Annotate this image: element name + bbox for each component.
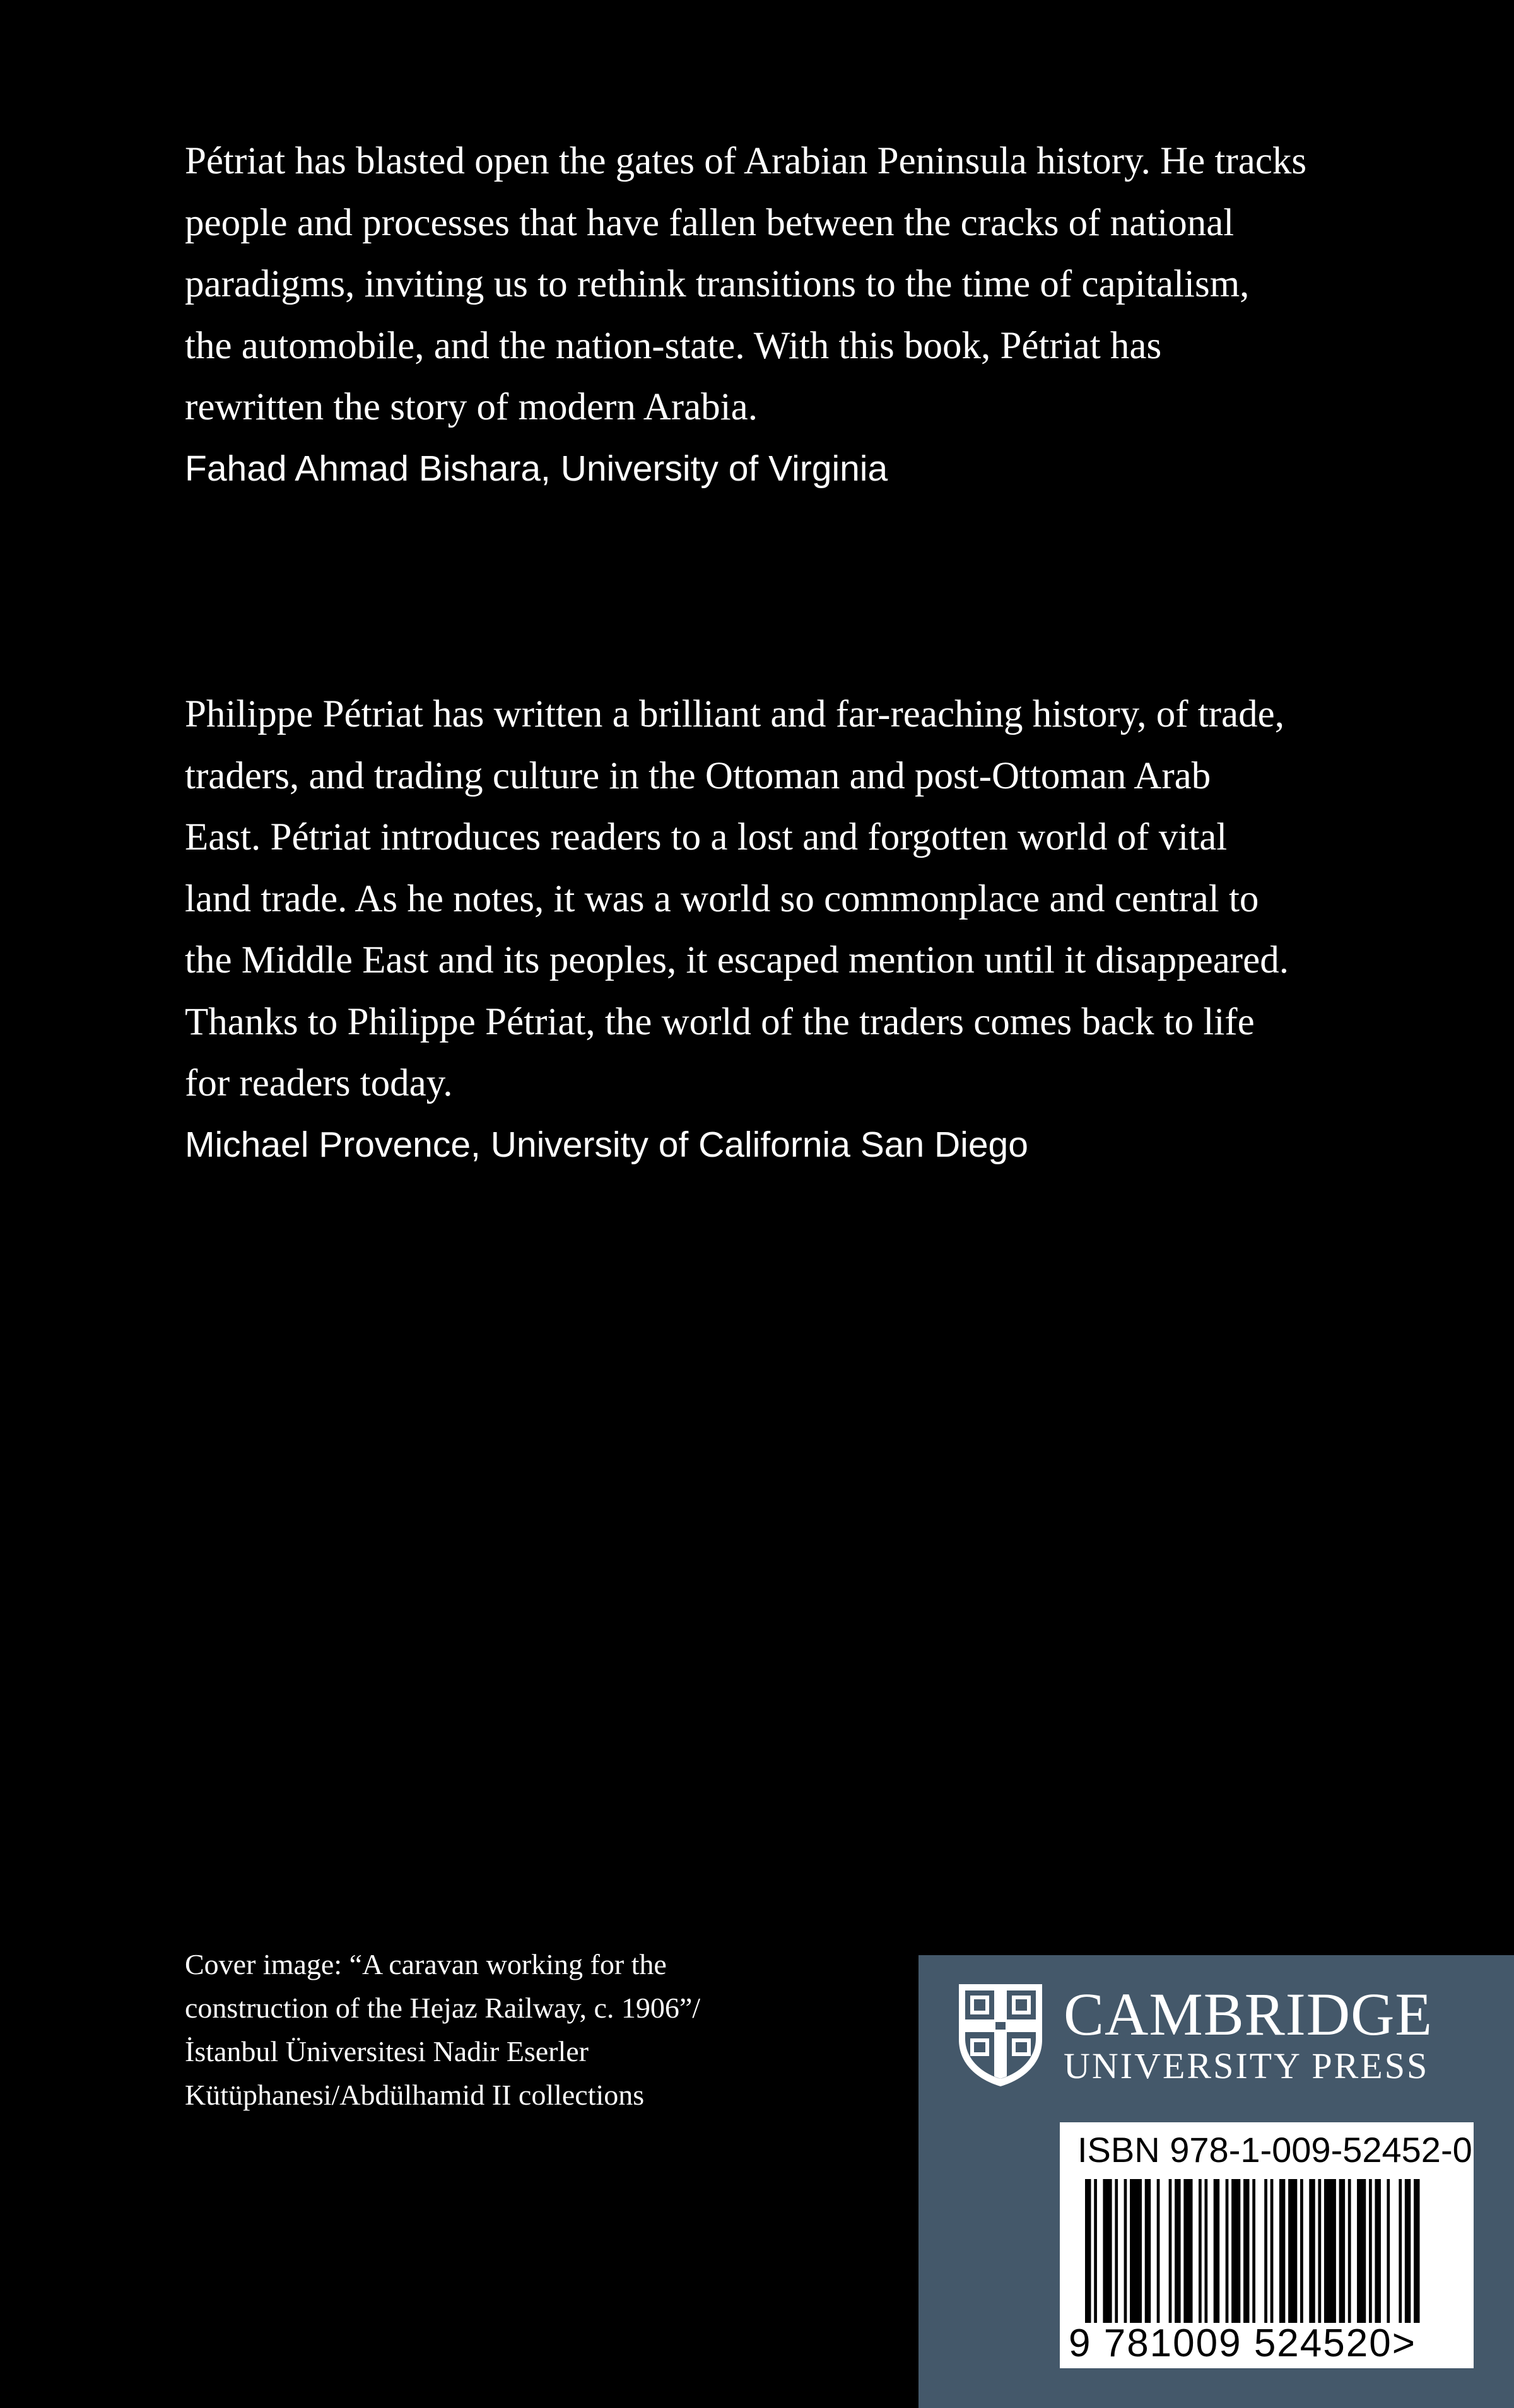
barcode-bar: [1124, 2179, 1127, 2323]
barcode-bar: [1115, 2179, 1118, 2323]
barcode-bar: [1318, 2179, 1321, 2323]
barcode-bar: [1231, 2179, 1240, 2323]
barcode-bar: [1226, 2179, 1229, 2323]
credit-line: İstanbul Üniversitesi Nadir Eserler: [185, 2035, 589, 2067]
barcode-bar: [1243, 2179, 1249, 2323]
barcode-bar: [1414, 2179, 1419, 2323]
endorsement-line: traders, and trading culture in the Ottoman and post-Ottoman Arab: [185, 754, 1211, 797]
barcode-bar: [1324, 2179, 1336, 2323]
credit-line: construction of the Hejaz Railway, c. 1906”/: [185, 1992, 701, 2024]
barcode-bar: [1309, 2179, 1315, 2323]
isbn-digits: [1069, 2323, 1416, 2364]
barcode-bar: [1270, 2179, 1274, 2323]
endorsement-line: people and processes that have fallen between the cracks of national: [185, 201, 1235, 244]
endorsement-line: the automobile, and the nation-state. With this book, Pétriat has: [185, 324, 1162, 367]
publisher-panel: [918, 1955, 1514, 2408]
barcode-bar: [1369, 2179, 1372, 2323]
barcode-bar: [1130, 2179, 1142, 2323]
cambridge-crest-icon: [956, 1982, 1045, 2088]
isbn-label: ISBN 978-1-009-52452-0: [1077, 2130, 1472, 2170]
endorsement-line: Philippe Pétriat has written a brilliant and far-reaching history, of trade,: [185, 693, 1284, 735]
barcode-bar: [1279, 2179, 1285, 2323]
barcode-bar: [1264, 2179, 1267, 2323]
barcode-bar: [1103, 2179, 1112, 2323]
barcode-bar: [1339, 2179, 1345, 2323]
barcode-bar: [1348, 2179, 1351, 2323]
barcode-bar: [1405, 2179, 1411, 2323]
barcode-bar: [1214, 2179, 1219, 2323]
endorsement-line: Thanks to Philippe Pétriat, the world of the traders comes back to life: [185, 1000, 1255, 1043]
barcode-bar: [1094, 2179, 1097, 2323]
credit-line: Kütüphanesi/Abdülhamid II collections: [185, 2079, 645, 2111]
isbn-arrow: >: [1392, 2322, 1416, 2365]
endorsement-line: Pétriat has blasted open the gates of Arabian Peninsula history. He tracks: [185, 140, 1307, 182]
endorsement-attribution: Fahad Ahmad Bishara, University of Virginia: [185, 448, 888, 489]
endorsement-1: [185, 131, 1371, 500]
barcode-bar: [1375, 2179, 1380, 2323]
barcode-bar: [1252, 2179, 1255, 2323]
credit-line: Cover image: “A caravan working for the: [185, 1948, 667, 1980]
barcode-bar: [1199, 2179, 1202, 2323]
publisher-name-line1: CAMBRIDGE: [1064, 1980, 1433, 2048]
endorsement-line: East. Pétriat introduces readers to a lost and forgotten world of vital: [185, 816, 1228, 858]
endorsement-attribution: Michael Provence, University of California San Diego: [185, 1124, 1028, 1165]
endorsement-line: paradigms, inviting us to rethink transitions to the time of capitalism,: [185, 263, 1250, 305]
barcode-bar: [1399, 2179, 1402, 2323]
endorsement-line: land trade. As he notes, it was a world so commonplace and central to: [185, 877, 1259, 920]
barcode-bar: [1300, 2179, 1303, 2323]
barcode-bar: [1288, 2179, 1297, 2323]
endorsement-line: for readers today.: [185, 1062, 453, 1104]
barcode-bar: [1145, 2179, 1151, 2323]
barcode-bar: [1085, 2179, 1091, 2323]
barcode-bar: [1157, 2179, 1160, 2323]
publisher-name-line2: UNIVERSITY PRESS: [1064, 2045, 1429, 2086]
barcode-bar: [1169, 2179, 1172, 2323]
isbn-digits-text: 9 781009 524520: [1069, 2322, 1392, 2365]
barcode-bar: [1175, 2179, 1180, 2323]
barcode-bar: [1387, 2179, 1390, 2323]
barcode-bar: [1357, 2179, 1366, 2323]
barcode-bars: [1085, 2179, 1426, 2323]
endorsement-line: the Middle East and its peoples, it escaped mention until it disappeared.: [185, 939, 1289, 981]
publisher-name: [1064, 1980, 1433, 2086]
cover-image-credit: [185, 1943, 866, 2117]
barcode-bar: [1183, 2179, 1192, 2323]
endorsement-line: rewritten the story of modern Arabia.: [185, 386, 758, 428]
barcode-bar: [1204, 2179, 1207, 2323]
endorsement-2: [185, 684, 1371, 1176]
isbn-barcode: [1060, 2122, 1474, 2368]
